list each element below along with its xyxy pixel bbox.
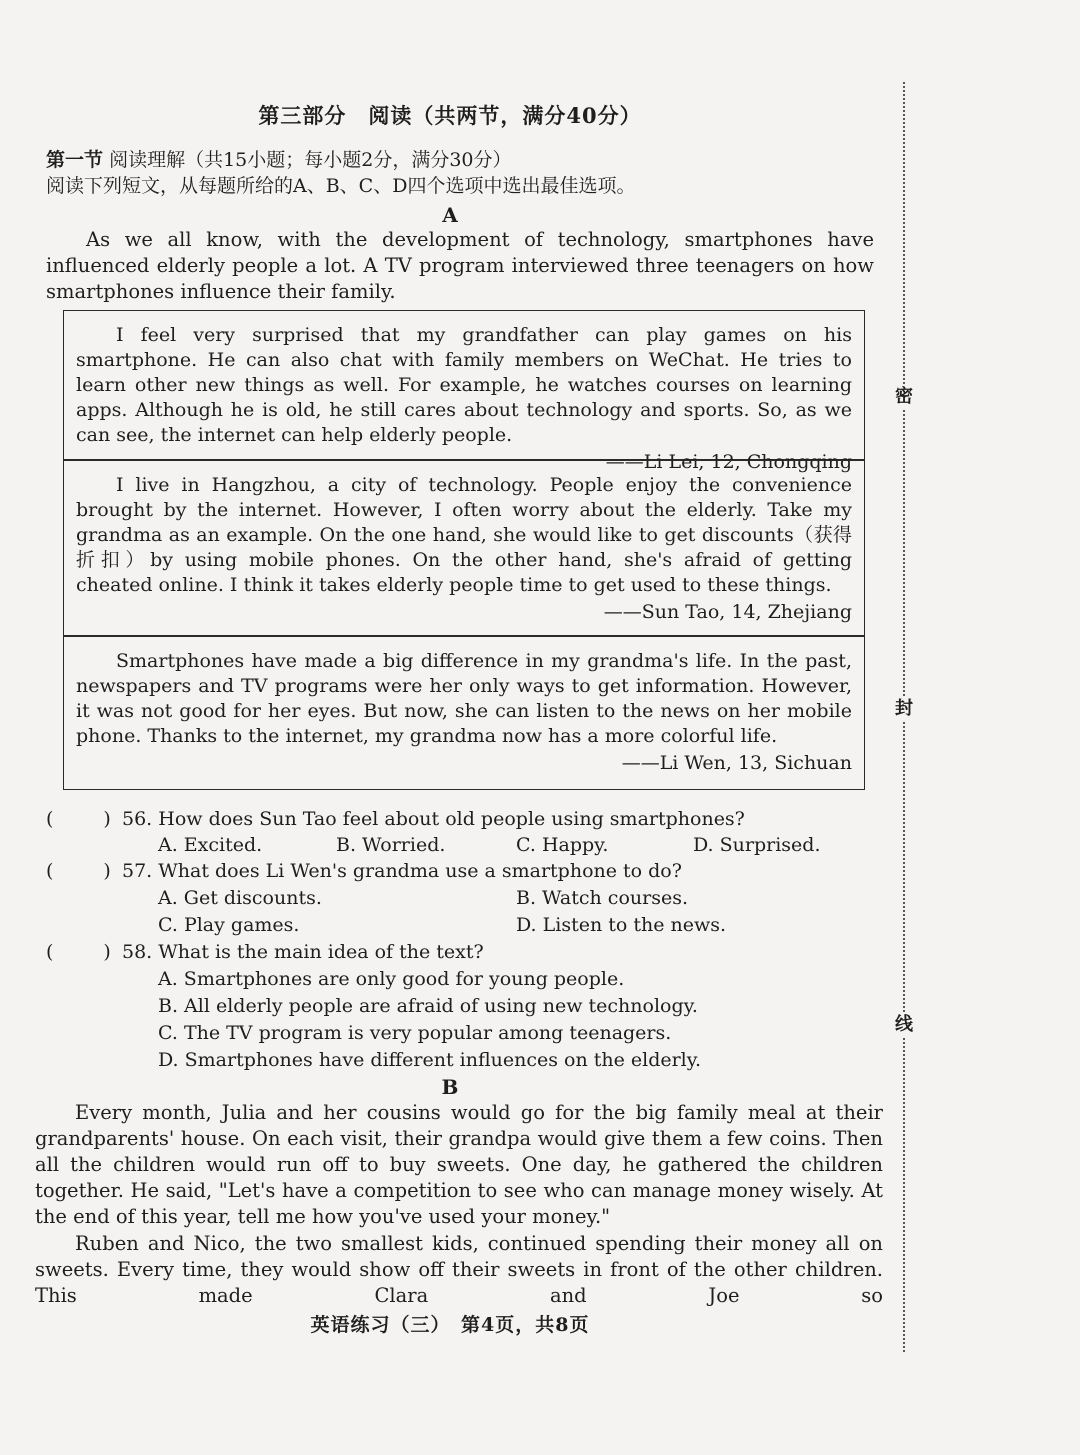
passage-a-intro: As we all know, with the development of technology, smartphones have influenced elderly people a lot. A TV program interviewed three teenagers on how smartphones influence their family. (46, 228, 874, 303)
options-57 (158, 885, 858, 937)
question-56 (46, 806, 745, 833)
quote-box-li-wen (63, 636, 865, 790)
quote-box-sun-tao (63, 460, 865, 636)
option-c[interactable]: C. Happy. (516, 834, 609, 856)
option-b[interactable]: B. All elderly people are afraid of using new technology. (158, 995, 698, 1017)
margin-char-xian: 线 (895, 1014, 913, 1035)
margin-char-mi: 密 (895, 386, 913, 407)
options-56 (158, 832, 858, 858)
quote-signature: ——Sun Tao, 14, Zhejiang (603, 601, 852, 623)
part-title: 第三部分 阅读（共两节，满分40分） (258, 103, 642, 128)
quote-text: I live in Hangzhou, a city of technology. People enjoy the convenience brought by the internet. However, I often worry about the elderly. Take my grandma as an example. On the one hand, she would like to get discounts（获得折扣）by using mobile phones. On the other hand, she's afraid of getting cheated online. I think it takes elderly people time to get used to these things. (76, 474, 852, 596)
passage-b-paragraph-2: Ruben and Nico, the two smallest kids, continued spending their money all on sweets. Every time, they would show off their sweets in front of the other children. This made Clara and Joe so (35, 1232, 883, 1307)
option-a[interactable]: A. Excited. (158, 834, 263, 856)
page-footer: 英语练习（三） 第4页，共8页 (310, 1314, 590, 1336)
question-stem: 58. What is the main idea of the text? (122, 941, 484, 963)
option-d[interactable]: D. Surprised. (693, 834, 821, 856)
option-d[interactable]: D. Listen to the news. (516, 914, 727, 936)
answer-blank[interactable]: ( ) (46, 808, 111, 830)
option-a[interactable]: A. Get discounts. (158, 887, 322, 909)
passage-a-letter: A (442, 203, 458, 227)
question-stem: 57. What does Li Wen's grandma use a smartphone to do? (122, 860, 682, 882)
margin-char-feng: 封 (895, 698, 913, 719)
option-d[interactable]: D. Smartphones have different influences on the elderly. (158, 1049, 702, 1071)
passage-b-letter: B (441, 1075, 459, 1099)
section-label: 第一节 (46, 149, 104, 171)
question-58 (46, 939, 484, 966)
passage-b-paragraph-1: Every month, Julia and her cousins would go for the big family meal at their grandparents' house. On each visit, their grandpa would give them a few coins. Then all the children would run off to buy sweets. One day, he gathered the children together. He said, "Let's have a competition to see who can manage money wisely. At the end of this year, tell me how you've used your money." (35, 1101, 883, 1228)
question-57 (46, 858, 682, 885)
option-a[interactable]: A. Smartphones are only good for young people. (158, 968, 625, 990)
quote-text: Smartphones have made a big difference in my grandma's life. In the past, newspapers and TV programs were her only ways to get information. However, it was not good for her eyes. But now, she can listen to the news on her mobile phone. Thanks to the internet, my grandma now has a more colorful life. (76, 650, 852, 747)
option-b[interactable]: B. Worried. (336, 834, 446, 856)
option-c[interactable]: C. The TV program is very popular among teenagers. (158, 1022, 672, 1044)
option-c[interactable]: C. Play games. (158, 914, 300, 936)
section-title: 阅读理解（共15小题；每小题2分，满分30分） (109, 149, 512, 171)
quote-signature: ——Li Lei, 12, Chongqing (605, 451, 852, 473)
answer-blank[interactable]: ( ) (46, 941, 111, 963)
options-58 (158, 966, 858, 1074)
answer-blank[interactable]: ( ) (46, 860, 111, 882)
quote-text: I feel very surprised that my grandfather can play games on his smartphone. He can also chat with family members on WeChat. He tries to learn other new things as well. For example, he watches courses on learning apps. Although he is old, he still cares about technology and sports. So, as we can see, the internet can help elderly people. (76, 324, 852, 446)
question-stem: 56. How does Sun Tao feel about old people using smartphones? (122, 808, 745, 830)
quote-box-li-lei (63, 310, 865, 473)
section-heading (46, 148, 512, 172)
instruction-text: 阅读下列短文，从每题所给的A、B、C、D四个选项中选出最佳选项。 (46, 175, 636, 197)
option-b[interactable]: B. Watch courses. (516, 887, 688, 909)
quote-signature: ——Li Wen, 13, Sichuan (621, 752, 852, 774)
